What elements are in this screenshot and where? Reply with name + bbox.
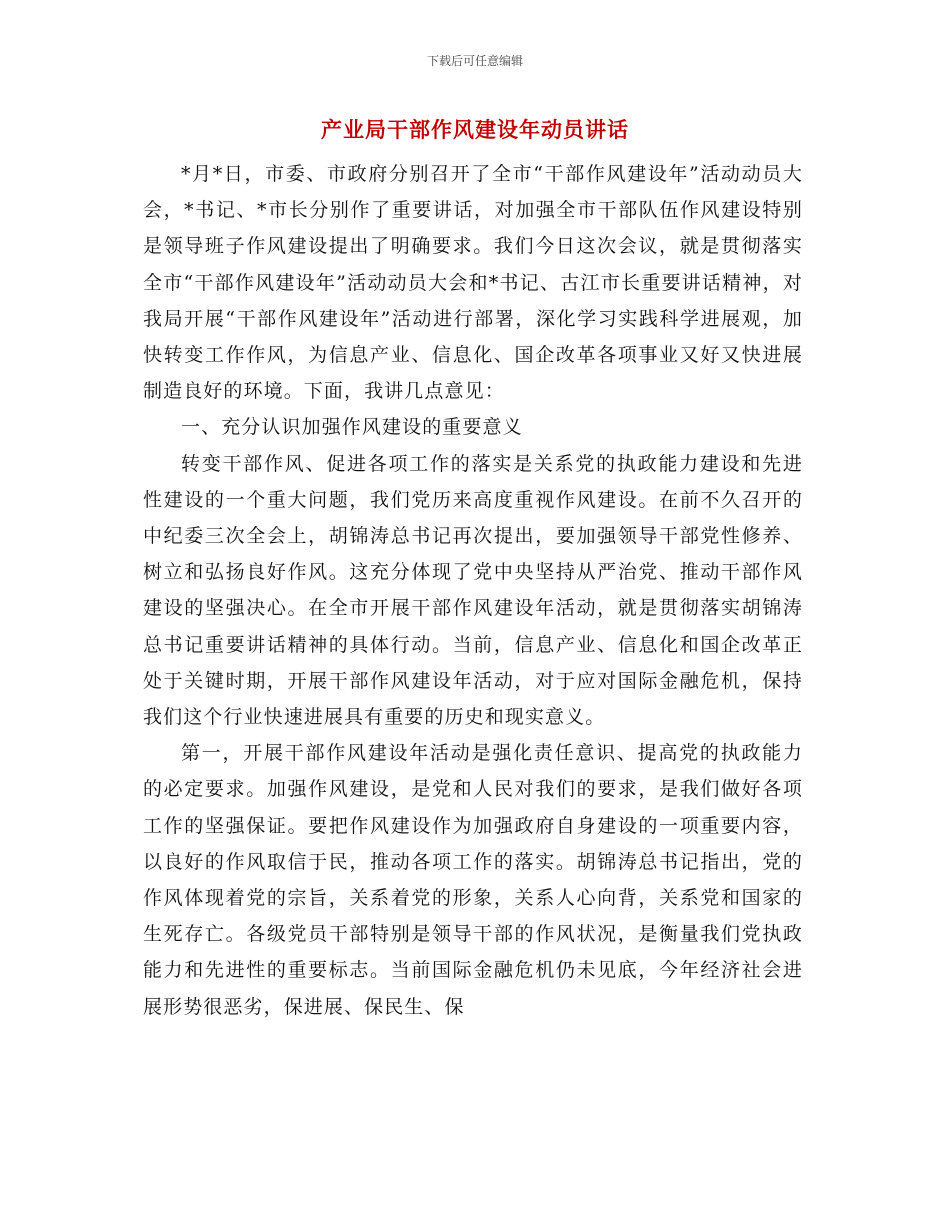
- paragraph: 第一，开展干部作风建设年活动是强化责任意识、提高党的执政能力的必定要求。加强作风建设，是党和人民对我们的要求，是我们做好各项工作的坚强保证。要把作风建设作为加强政府自身建设的一项重要内容，以良好的作风取信于民，推动各项工作的落实。胡锦涛总书记指出，党的作风体现着党的宗旨，关系着党的形象，关系人心向背，关系党和国家的生死存亡。各级党员干部特别是领导干部的作风状况，是衡量我们党执政能力和先进性的重要标志。当前国际金融危机仍未见底，今年经济社会进展形势很恶劣，保进展、保民生、保: [143, 742, 803, 1018]
- document-title: 产业局干部作风建设年动员讲话: [321, 118, 629, 142]
- header-note: 下载后可任意编辑: [426, 54, 523, 68]
- document-body: [143, 156, 803, 1025]
- paragraph: *月*日，市委、市政府分别召开了全市“干部作风建设年”活动动员大会，*书记、*市长分别作了重要讲话，对加强全市干部队伍作风建设特别是领导班子作风建设提出了明确要求。我们今日这次会议，就是贯彻落实全市“干部作风建设年”活动动员大会和*书记、古江市长重要讲话精神，对我局开展“干部作风建设年”活动进行部署，深化学习实践科学进展观，加快转变工作作风，为信息产业、信息化、国企改革各项事业又好又快进展制造良好的环境。下面，我讲几点意见：: [143, 163, 803, 403]
- section-heading: 一、充分认识加强作风建设的重要意义: [181, 416, 523, 439]
- paragraph: 转变干部作风、促进各项工作的落实是关系党的执政能力建设和先进性建设的一个重大问题，我们党历来高度重视作风建设。在前不久召开的中纪委三次全会上，胡锦涛总书记再次提出，要加强领导干部党性修养、树立和弘扬良好作风。这充分体现了党中央坚持从严治党、推动干部作风建设的坚强决心。在全市开展干部作风建设年活动，就是贯彻落实胡锦涛总书记重要讲话精神的具体行动。当前，信息产业、信息化和国企改革正处于关键时期，开展干部作风建设年活动，对于应对国际金融危机，保持我们这个行业快速进展具有重要的历史和现实意义。: [143, 452, 803, 729]
